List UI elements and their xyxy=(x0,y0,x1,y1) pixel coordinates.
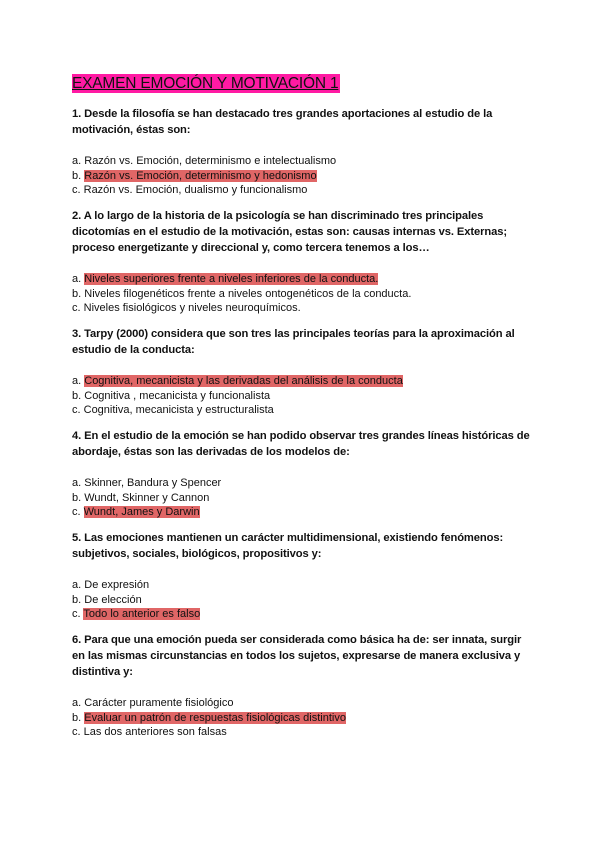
option-text: Cognitiva, mecanicista y estructuralista xyxy=(83,404,274,416)
option-letter: b. xyxy=(72,287,82,300)
option-letter: a. xyxy=(72,273,82,285)
option-b xyxy=(72,491,534,506)
option-text: Las dos anteriores son falsas xyxy=(83,726,227,738)
question-text: 5. Las emociones mantienen un carácter multidimensional, existiendo fenómenos: subjetivos, sociales, biológicos, propositivos y: xyxy=(72,532,504,560)
option-text-highlighted: Razón vs. Emoción, determinismo y hedonismo xyxy=(84,169,317,182)
option-text-highlighted: Cognitiva, mecanicista y las derivadas del análisis de la conducta xyxy=(84,375,403,387)
option-text-highlighted: Todo lo anterior es falso xyxy=(83,608,201,620)
question-5 xyxy=(72,530,534,622)
option-letter: a. xyxy=(72,155,82,167)
option-a xyxy=(72,154,534,169)
option-a xyxy=(72,272,534,287)
option-c xyxy=(72,505,534,520)
option-text-highlighted: Evaluar un patrón de respuestas fisiológicas distintivo xyxy=(84,711,346,724)
question-text: 2. A lo largo de la historia de la psicología se han discriminado tres principales dicotomías en el estudio de la motivación, estas son: causas internas vs. Externas; proceso energetizante y direccional y, como tercera tenemos a los… xyxy=(72,210,508,254)
option-c xyxy=(72,183,534,198)
option-letter: c. xyxy=(72,404,81,416)
option-text: Niveles filogenéticos frente a niveles ontogenéticos de la conducta. xyxy=(84,287,412,300)
question-3 xyxy=(72,326,534,418)
option-text: Wundt, Skinner y Cannon xyxy=(84,491,210,504)
option-text: Razón vs. Emoción, dualismo y funcionalismo xyxy=(83,184,308,196)
options-list xyxy=(72,696,534,740)
page-title: EXAMEN EMOCIÓN Y MOTIVACIÓN 1 xyxy=(72,75,339,92)
option-a xyxy=(72,374,534,389)
options-list xyxy=(72,476,534,520)
option-letter: a. xyxy=(72,375,82,387)
option-text: Razón vs. Emoción, determinismo e intelectualismo xyxy=(84,155,337,167)
option-letter: b. xyxy=(72,711,82,724)
option-text: Cognitiva , mecanicista y funcionalista xyxy=(84,389,271,402)
option-text-highlighted: Wundt, James y Darwin xyxy=(83,506,200,518)
option-a xyxy=(72,476,534,491)
question-text: 6. Para que una emoción pueda ser considerada como básica ha de: ser innata, surgir en las mismas circunstancias en todos los sujetos, expresarse de manera exclusiva y distintiva y: xyxy=(72,634,522,678)
option-letter: a. xyxy=(72,579,82,591)
question-text: 1. Desde la filosofía se han destacado tres grandes aportaciones al estudio de la motivación, éstas son: xyxy=(72,108,493,136)
option-text: Niveles fisiológicos y niveles neuroquímicos. xyxy=(83,302,301,314)
options-list xyxy=(72,154,534,198)
question-2 xyxy=(72,208,534,316)
option-b xyxy=(72,711,534,726)
options-list xyxy=(72,578,534,622)
option-letter: b. xyxy=(72,491,82,504)
option-text: De elección xyxy=(84,593,142,606)
option-c xyxy=(72,607,534,622)
options-list xyxy=(72,272,534,316)
option-a xyxy=(72,578,534,593)
option-letter: b. xyxy=(72,169,82,182)
option-letter: c. xyxy=(72,506,81,518)
option-text: De expresión xyxy=(84,579,150,591)
option-text-highlighted: Niveles superiores frente a niveles inferiores de la conducta. xyxy=(84,273,379,285)
option-letter: a. xyxy=(72,697,82,709)
option-letter: c. xyxy=(72,302,81,314)
question-1 xyxy=(72,106,534,198)
question-6 xyxy=(72,632,534,740)
option-b xyxy=(72,287,534,302)
option-b xyxy=(72,593,534,608)
option-letter: c. xyxy=(72,726,81,738)
option-letter: b. xyxy=(72,593,82,606)
option-b xyxy=(72,169,534,184)
option-text: Carácter puramente fisiológico xyxy=(84,697,234,709)
option-c xyxy=(72,403,534,418)
question-text: 3. Tarpy (2000) considera que son tres las principales teorías para la aproximación al estudio de la conducta: xyxy=(72,328,515,356)
option-letter: a. xyxy=(72,477,82,489)
option-a xyxy=(72,696,534,711)
option-letter: c. xyxy=(72,608,81,620)
option-text: Skinner, Bandura y Spencer xyxy=(84,477,222,489)
question-text: 4. En el estudio de la emoción se han podido observar tres grandes líneas históricas de abordaje, éstas son las derivadas de los modelos de: xyxy=(72,430,530,458)
option-c xyxy=(72,301,534,316)
option-c xyxy=(72,725,534,740)
option-b xyxy=(72,389,534,404)
options-list xyxy=(72,374,534,418)
question-4 xyxy=(72,428,534,520)
option-letter: b. xyxy=(72,389,82,402)
option-letter: c. xyxy=(72,184,81,196)
